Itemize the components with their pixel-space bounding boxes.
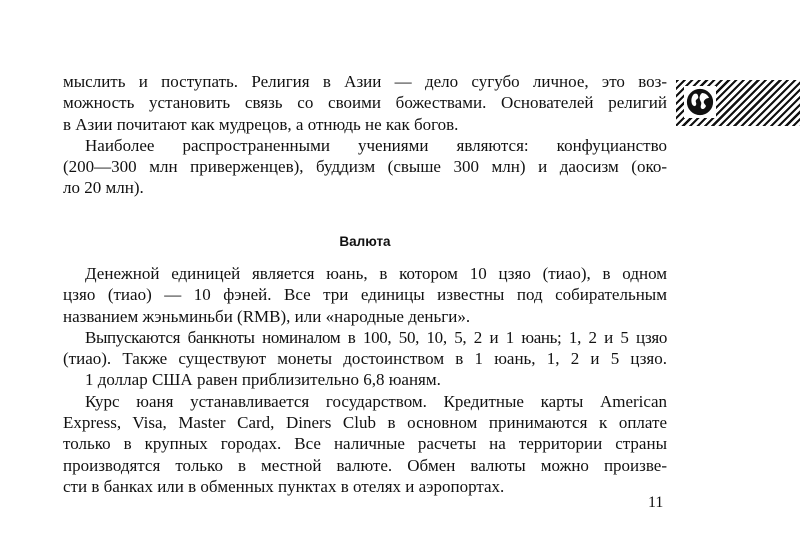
text-line: производятся только в местной валюте. Обмен валюты можно произве- [63, 455, 667, 475]
top-text-block [63, 71, 667, 199]
globe-icon [684, 86, 716, 118]
paragraph-teachings [63, 135, 667, 199]
text-line: (200—300 млн приверженцев), буддизм (свыше 300 млн) и даосизм (око- [63, 157, 667, 177]
text-line: 1 доллар США равен приблизительно 6,8 юаням. [85, 370, 441, 390]
paragraph-religion [63, 71, 667, 135]
text-line: Выпускаются банкноты номиналом в 100, 50, 10, 5, 2 и 1 юань; 1, 2 и 5 цзяо [85, 327, 667, 347]
text-line: Наиболее распространенными учениями являются: конфуцианство [85, 135, 667, 155]
paragraph-banknotes [63, 327, 667, 370]
text-line: можность установить связь со своими божествами. Основателей религий [63, 93, 667, 113]
page-number: 11 [648, 494, 664, 511]
paragraph-exchange-rate [63, 369, 667, 390]
text-line: сти в банках или в обменных пунктах в отелях и аэропортах. [63, 476, 505, 496]
text-line: (тиао). Также существуют монеты достоинством в 1 юань, 1, 2 и 5 цзяо. [63, 349, 667, 369]
section-heading: Валюта [339, 234, 391, 249]
text-line: только в крупных городах. Все наличные расчеты на территории страны [63, 434, 667, 454]
text-line: Курс юаня устанавливается государством. Кредитные карты American [85, 391, 667, 411]
text-line: Денежной единицей является юань, в котором 10 цзяо (тиао), в одном [85, 264, 667, 283]
text-line: ло 20 млн). [63, 178, 144, 198]
text-line: названием жэньминьби (RMB), или «народные деньги». [63, 306, 471, 326]
text-line: в Азии почитают как мудрецов, а отнюдь не как богов. [63, 114, 459, 134]
currency-text-block [63, 263, 667, 497]
text-line: Express, Visa, Master Card, Diners Club в основном принимаются к оплате [63, 413, 667, 433]
text-line: цзяо (тиао) — 10 фэней. Все три единицы известны под собирательным [63, 285, 667, 305]
text-line: мыслить и поступать. Религия в Азии — дело сугубо личное, это воз- [63, 72, 667, 91]
paragraph-currency-unit [63, 263, 667, 327]
paragraph-cards-exchange [63, 391, 667, 497]
